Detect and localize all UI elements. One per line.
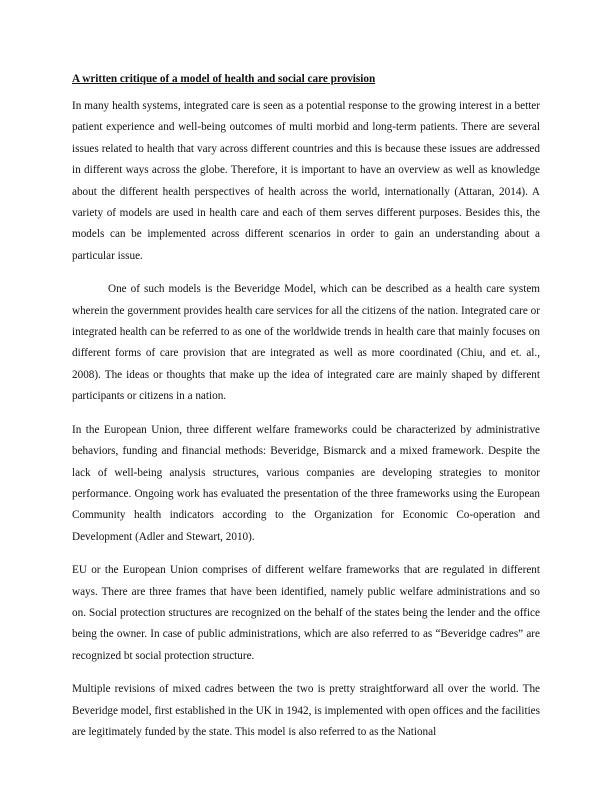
document-body xyxy=(72,72,540,755)
paragraph-european-union-frameworks: In the European Union, three different welfare frameworks could be characterized by administrative behaviors, funding and financial methods: Beveridge, Bismarck and a mixed framework. Despite the lack of well-being analysis structures, various companies are developing strategies to monitor performance. Ongoing work has evaluated the presentation of the three frameworks using the European Community health indicators according to the Organization for Economic Co-operation and Development (Adler and Stewart, 2010). xyxy=(72,423,540,543)
paragraph-mixed-cadres: Multiple revisions of mixed cadres between the two is pretty straightforward all over the world. The Beveridge model, first established in the UK in 1942, is implemented with open offices and the facilities are legitimately funded by the state. This model is also referred to as the National xyxy=(72,683,540,738)
paragraph-eu-welfare-frameworks: EU or the European Union comprises of different welfare frameworks that are regulated in different ways. There are three frames that have been identified, namely public welfare administrations and so on. Social protection structures are recognized on the behalf of the states being the lender and the office being the owner. In case of public administrations, which are also referred to as “Beveridge cadres” are recognized bt social protection structure. xyxy=(72,564,540,662)
paragraph-integrated-care-intro: In many health systems, integrated care is seen as a potential response to the growing interest in a better patient experience and well-being outcomes of multi morbid and long-term patients. There are several issues related to health that vary across different countries and this is because these issues are addressed in different ways across the globe. Therefore, it is important to have an overview as well as knowledge about the different health perspectives of health across the world, internationally (Attaran, 2014). A variety of models are used in health care and each of them serves different purposes. Besides this, the models can be implemented across different scenarios in order to gain an understanding about a particular issue. xyxy=(72,100,540,262)
paragraph-beveridge-model: One of such models is the Beveridge Model, which can be described as a health care system wherein the government provides health care services for all the citizens of the nation. Integrated care or integrated health can be referred to as one of the worldwide trends in health care that mainly focuses on different forms of care provision that are integrated as well as more coordinated (Chiu, and et. al., 2008). The ideas or thoughts that make up the idea of integrated care are mainly shaped by different participants or citizens in a nation. xyxy=(72,283,540,403)
document-title: A written critique of a model of health and social care provision xyxy=(72,73,376,85)
